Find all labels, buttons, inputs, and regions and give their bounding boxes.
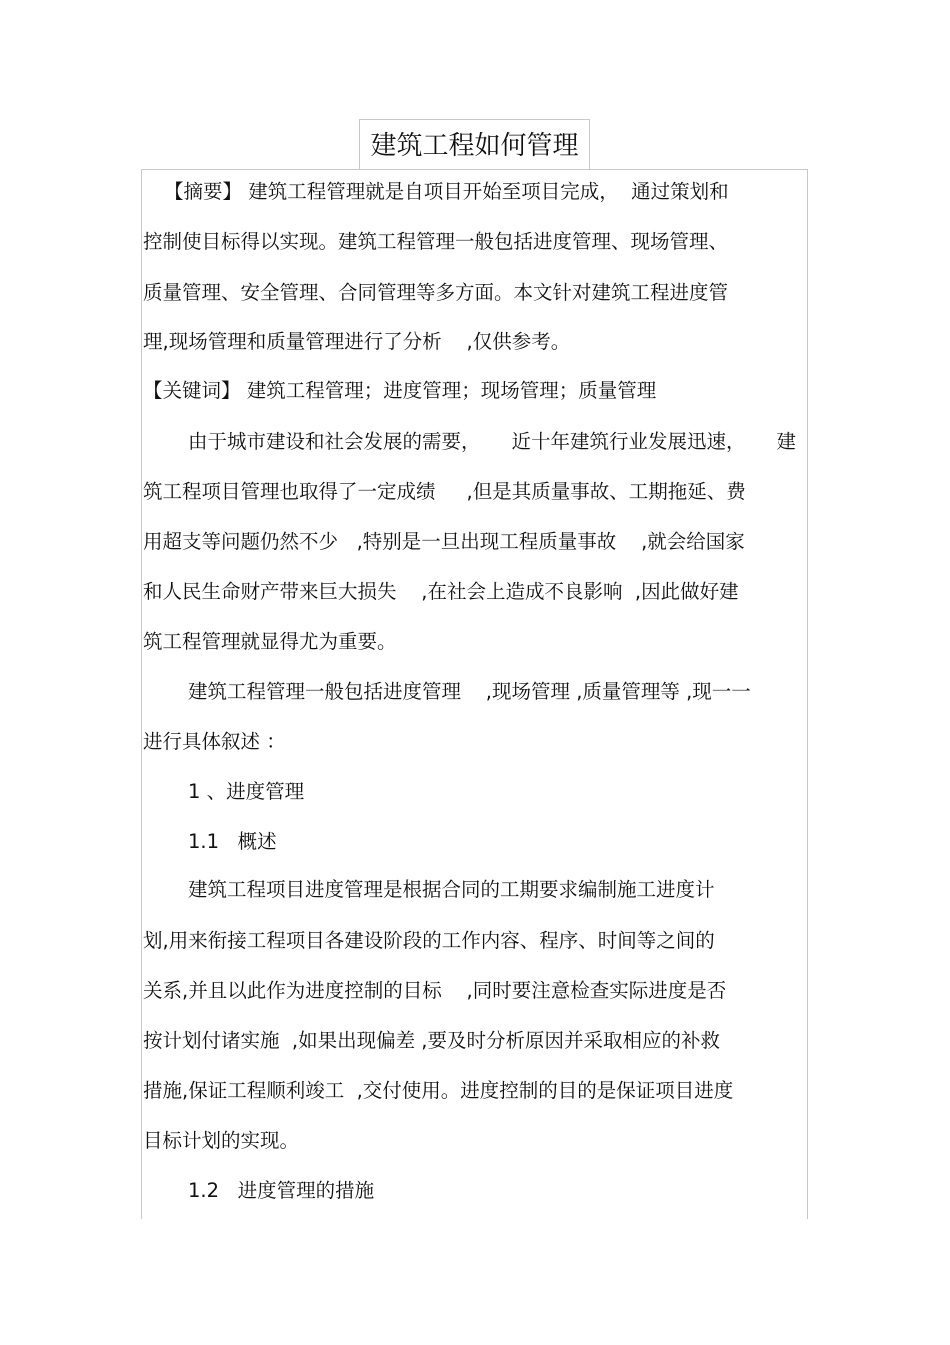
body-line: 由于城市建设和社会发展的需要， 近十年建筑行业发展迅速， 建 [188, 430, 796, 453]
body-line: 【关键词】 建筑工程管理；进度管理；现场管理；质量管理 [143, 379, 657, 402]
body-line: 进行具体叙述 ： [143, 730, 286, 753]
body-line: 质量管理、安全管理、合同管理等多方面。本文针对建筑工程进度管 [143, 281, 729, 304]
body-line: 【摘要】 建筑工程管理就是自项目开始至项目完成， 通过策划和 [164, 180, 729, 203]
body-line: 建筑工程管理一般包括进度管理 ,现场管理 ,质量管理等 ,现一一 [188, 680, 751, 703]
body-line: 和人民生命财产带来巨大损失 ,在社会上造成不良影响 ,因此做好建 [143, 580, 739, 603]
body-line: 1.1 概述 [188, 830, 277, 853]
body-line: 筑工程项目管理也取得了一定成绩 ,但是其质量事故、工期拖延、费 [143, 480, 746, 503]
body-line: 建筑工程项目进度管理是根据合同的工期要求编制施工进度计 [188, 878, 715, 901]
body-line: 筑工程管理就显得尤为重要。 [143, 630, 397, 653]
body-line: 1.2 进度管理的措施 [188, 1179, 375, 1202]
body-line: 关系,并且以此作为进度控制的目标 ,同时要注意检查实际进度是否 [143, 979, 727, 1002]
body-line: 目标计划的实现。 [143, 1129, 300, 1152]
document-title: 建筑工程如何管理 [370, 131, 579, 161]
body-line: 理,现场管理和质量管理进行了分析 ,仅供参考。 [143, 330, 571, 353]
body-line: 按计划付诸实施 ,如果出现偏差 ,要及时分析原因并采取相应的补救 [143, 1029, 720, 1052]
body-line: 划,用来衔接工程项目各建设阶段的工作内容、程序、时间等之间的 [143, 929, 715, 952]
body-line: 1 、进度管理 [188, 780, 305, 803]
body-line: 措施,保证工程顺利竣工 ,交付使用。进度控制的目的是保证项目进度 [143, 1079, 734, 1102]
body-line: 用超支等问题仍然不少 ,特别是一旦出现工程质量事故 ,就会给国家 [143, 530, 745, 553]
title-box [359, 119, 590, 169]
body-line: 控制使目标得以实现。建筑工程管理一般包括进度管理、现场管理、 [143, 230, 729, 253]
